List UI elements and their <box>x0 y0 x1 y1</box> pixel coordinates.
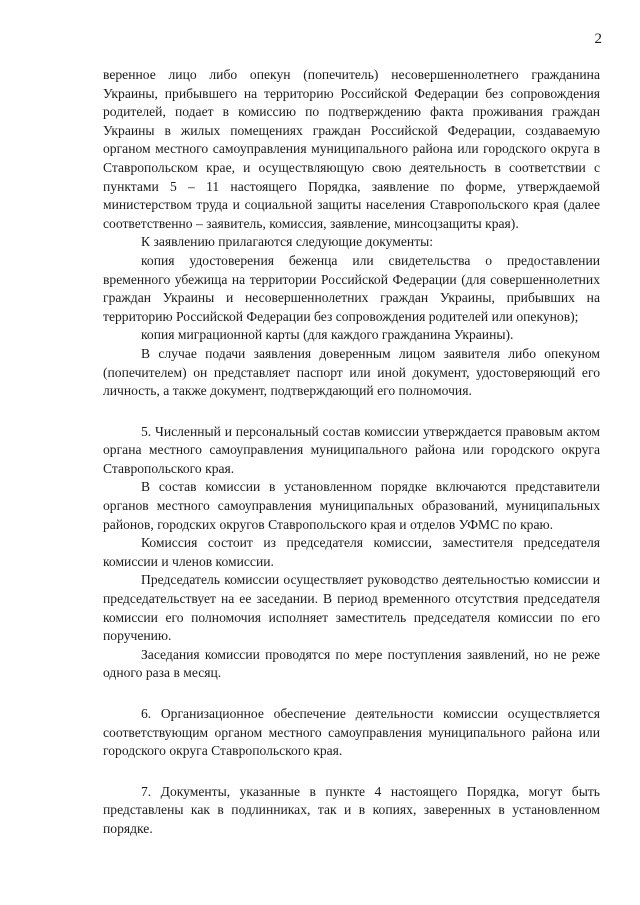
paragraph-migration-card: копия миграционной карты (для каждого гражданина Украины). <box>141 327 514 343</box>
paragraph-continuation: веренное лицо либо опекун (попечитель) несовершеннолетнего гражданина Украины, прибывшего на территорию Российской Федерации без сопровождения родителей, подает в комиссию по подтверждению факта проживания граждан Украины в жилых помещениях граждан Российской Федерации, создаваемую органом местного самоуправления муниципального района или городского округа в Ставропольском крае, и осуществляющую свою деятельность в соответствии с пунктами 5 – 11 настоящего Порядка, заявление по форме, утверждаемой министерством труда и социальной защиты населения Ставропольского края (далее соответственно – заявитель, комиссия, заявление, минсоцзащиты края). <box>103 67 600 231</box>
document-body <box>103 66 600 839</box>
paragraph-chairman: Председатель комиссии осуществляет руководство деятельностью комиссии и председательствует на ее заседании. В период временного отсутствия председателя комиссии его полномочия исполняет заместитель председателя комиссии по его поручению. <box>103 572 600 644</box>
page-number: 2 <box>594 31 602 47</box>
paragraph-refugee-certificate: копия удостоверения беженца или свидетельства о предоставлении временного убежища на территории Российской Федерации (для совершеннолетних граждан Украины и несовершеннолетних граждан Украины, прибывших на территорию Российской Федерации без сопровождения родителей или опекунов); <box>103 252 600 324</box>
paragraph-commission-structure: Комиссия состоит из председателя комиссии, заместителя председателя комиссии и членов комиссии. <box>103 535 600 569</box>
paragraph-section-5: 5. Численный и персональный состав комиссии утверждается правовым актом органа местного самоуправления муниципального района или городского округа Ставропольского края. <box>103 423 600 476</box>
paragraph-section-6: 6. Организационное обеспечение деятельности комиссии осуществляется соответствующим органом местного самоуправления муниципального района или городского округа Ставропольского края. <box>103 706 600 759</box>
paragraph-meetings: Заседания комиссии проводятся по мере поступления заявлений, но не реже одного раза в месяц. <box>103 646 600 681</box>
paragraph-trusted-person: В случае подачи заявления доверенным лицом заявителя либо опекуном (попечителем) он представляет паспорт или иной документ, удостоверяющий его личность, а также документ, подтверждающий его полномочия. <box>103 345 600 399</box>
paragraph-attachments-intro: К заявлению прилагаются следующие документы: <box>141 234 434 250</box>
paragraph-commission-members: В состав комиссии в установленном порядке включаются представители органов местного самоуправления муниципальных образований, муниципальных районов, городских округов Ставропольского края и отделов УФМС по краю. <box>103 479 600 532</box>
paragraph-section-7: 7. Документы, указанные в пункте 4 настоящего Порядка, могут быть представлены как в подлинниках, так и в копиях, заверенных в установленном порядке. <box>103 783 600 836</box>
